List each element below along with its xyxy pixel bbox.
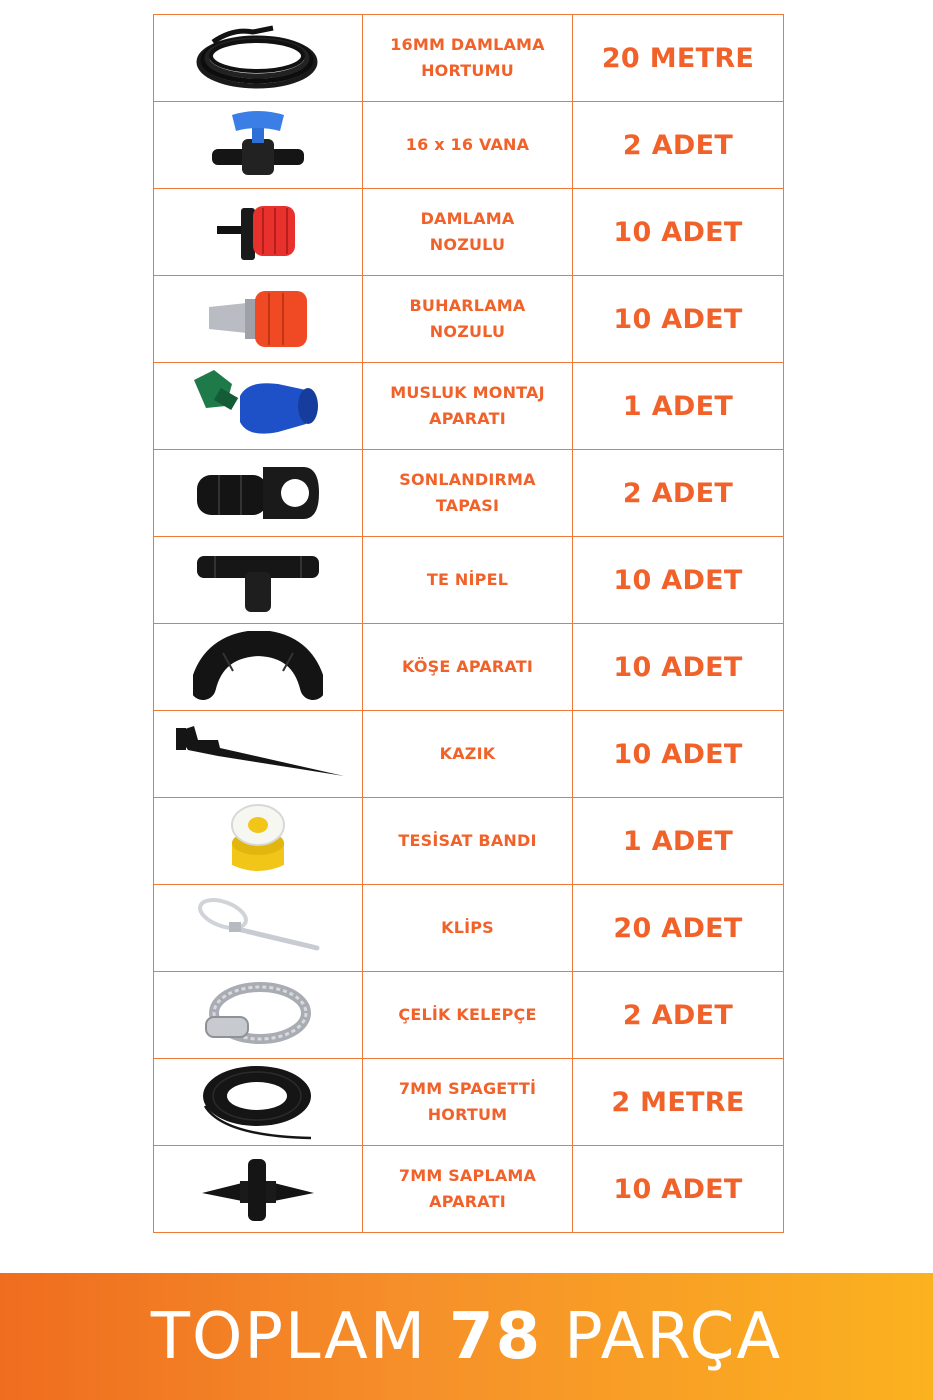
table-row — [154, 1059, 784, 1146]
item-qty-cell — [573, 189, 784, 276]
split-connector-icon — [198, 1153, 318, 1225]
item-name-cell — [363, 972, 573, 1059]
item-name-cell — [363, 450, 573, 537]
tee-fitting-icon — [193, 544, 323, 616]
cable-tie-icon — [193, 892, 323, 964]
item-name-cell — [363, 102, 573, 189]
item-name-cell — [363, 1059, 573, 1146]
item-name: SONLANDIRMA TAPASI — [399, 470, 536, 515]
item-quantity: 10 ADET — [613, 738, 743, 770]
item-image-cell — [154, 189, 363, 276]
item-image-cell — [154, 276, 363, 363]
table-row — [154, 885, 784, 972]
item-name-cell — [363, 15, 573, 102]
item-name-cell — [363, 885, 573, 972]
item-quantity: 10 ADET — [613, 1173, 743, 1205]
item-quantity: 2 ADET — [622, 999, 734, 1031]
item-quantity: 10 ADET — [613, 216, 743, 248]
elbow-fitting-icon — [193, 631, 323, 703]
item-qty-cell — [573, 1146, 784, 1233]
item-name-cell — [363, 276, 573, 363]
item-quantity: 1 ADET — [622, 825, 734, 857]
table-row — [154, 537, 784, 624]
item-name-cell — [363, 363, 573, 450]
item-image-cell — [154, 885, 363, 972]
item-quantity: 20 ADET — [613, 912, 743, 944]
item-qty-cell — [573, 885, 784, 972]
total-banner — [0, 1273, 933, 1400]
table-row — [154, 276, 784, 363]
item-quantity: 20 METRE — [601, 42, 755, 74]
item-name-cell — [363, 1146, 573, 1233]
item-name: BUHARLAMA NOZULU — [409, 296, 526, 341]
table-row — [154, 189, 784, 276]
teflon-tape-icon — [218, 803, 298, 879]
stake-icon — [168, 718, 348, 790]
table-row — [154, 450, 784, 537]
item-qty-cell — [573, 276, 784, 363]
drip-hose-coil-icon — [193, 22, 323, 94]
faucet-adapter-icon — [188, 366, 328, 446]
table-row — [154, 363, 784, 450]
item-qty-cell — [573, 624, 784, 711]
item-qty-cell — [573, 363, 784, 450]
total-suffix: PARÇA — [564, 1299, 783, 1374]
item-qty-cell — [573, 450, 784, 537]
item-image-cell — [154, 798, 363, 885]
valve-icon — [208, 109, 308, 181]
item-qty-cell — [573, 1059, 784, 1146]
table-row — [154, 972, 784, 1059]
end-cap-icon — [193, 457, 323, 529]
total-count: 78 — [449, 1299, 543, 1374]
item-name-cell — [363, 711, 573, 798]
item-image-cell — [154, 624, 363, 711]
item-name: KAZIK — [439, 744, 496, 763]
total-prefix: TOPLAM — [150, 1299, 428, 1374]
table-row — [154, 711, 784, 798]
hose-clamp-icon — [198, 977, 318, 1053]
item-quantity: 2 ADET — [622, 477, 734, 509]
item-name: ÇELİK KELEPÇE — [398, 1005, 537, 1024]
table-row — [154, 798, 784, 885]
item-image-cell — [154, 102, 363, 189]
item-name: 7MM SAPLAMA APARATI — [398, 1166, 537, 1211]
item-name: TE NİPEL — [426, 570, 509, 589]
item-quantity: 10 ADET — [613, 651, 743, 683]
item-image-cell — [154, 363, 363, 450]
item-quantity: 1 ADET — [622, 390, 734, 422]
item-name-cell — [363, 624, 573, 711]
item-qty-cell — [573, 798, 784, 885]
drip-nozzle-icon — [213, 196, 303, 268]
item-name-cell — [363, 189, 573, 276]
item-name: DAMLAMA NOZULU — [420, 209, 515, 254]
item-name: 16MM DAMLAMA HORTUMU — [390, 35, 545, 80]
item-image-cell — [154, 15, 363, 102]
item-name-cell — [363, 798, 573, 885]
parts-table — [153, 14, 784, 1233]
item-qty-cell — [573, 711, 784, 798]
item-name: 16 x 16 VANA — [405, 135, 530, 154]
table-row — [154, 624, 784, 711]
item-name-cell — [363, 537, 573, 624]
mist-nozzle-icon — [203, 283, 313, 355]
item-qty-cell — [573, 15, 784, 102]
item-image-cell — [154, 450, 363, 537]
item-quantity: 10 ADET — [613, 564, 743, 596]
item-quantity: 2 ADET — [622, 129, 734, 161]
table-row — [154, 15, 784, 102]
item-image-cell — [154, 972, 363, 1059]
item-name: KLİPS — [441, 918, 494, 937]
item-image-cell — [154, 711, 363, 798]
spaghetti-hose-coil-icon — [193, 1062, 323, 1142]
item-name: 7MM SPAGETTİ HORTUM — [398, 1079, 537, 1124]
item-quantity: 2 METRE — [611, 1086, 745, 1118]
table-row — [154, 102, 784, 189]
item-name: TESİSAT BANDI — [398, 831, 537, 850]
item-image-cell — [154, 1146, 363, 1233]
item-image-cell — [154, 1059, 363, 1146]
item-qty-cell — [573, 537, 784, 624]
item-quantity: 10 ADET — [613, 303, 743, 335]
item-image-cell — [154, 537, 363, 624]
item-name: KÖŞE APARATI — [401, 657, 534, 676]
item-name: MUSLUK MONTAJ APARATI — [390, 383, 545, 428]
table-row — [154, 1146, 784, 1233]
item-qty-cell — [573, 102, 784, 189]
item-qty-cell — [573, 972, 784, 1059]
